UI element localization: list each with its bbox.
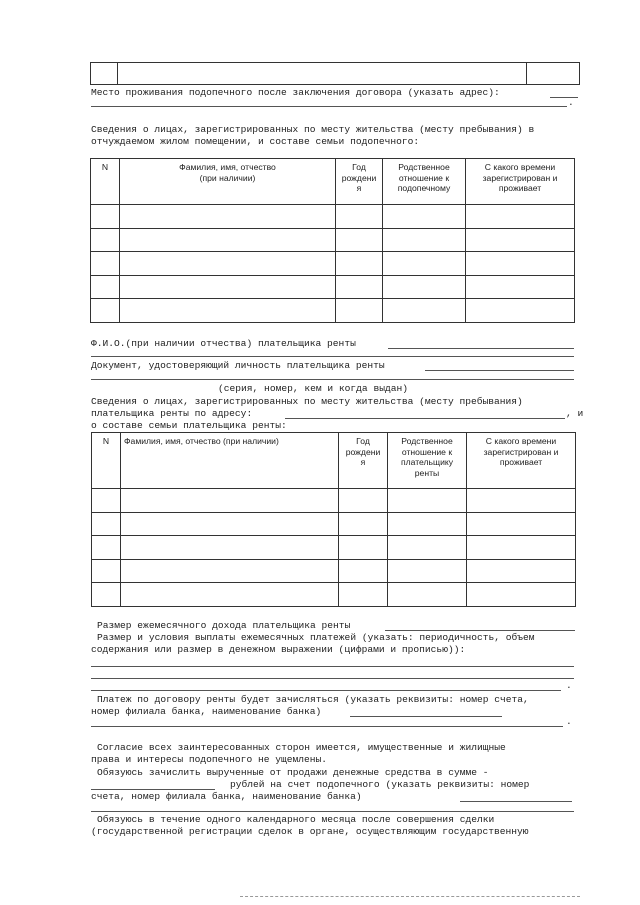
payer-document-line <box>91 379 574 380</box>
table-cell[interactable] <box>383 299 466 323</box>
table-cell[interactable] <box>120 275 336 299</box>
income-label: Размер ежемесячного дохода плательщика ренты <box>97 620 351 631</box>
column-header-name: Фамилия, имя, отчество (при наличии) <box>121 433 339 489</box>
table-cell[interactable] <box>466 228 575 252</box>
table-cell[interactable] <box>336 299 383 323</box>
table-cell[interactable] <box>383 205 466 229</box>
table-cell[interactable] <box>383 228 466 252</box>
table-cell[interactable] <box>91 205 120 229</box>
table-cell[interactable] <box>339 536 388 560</box>
payer-address-line <box>285 418 565 419</box>
amount-line <box>91 789 215 790</box>
table-row <box>91 228 575 252</box>
payer-registered-heading: Сведения о лицах, зарегистрированных по месту жительства (месту пребывания) <box>91 396 523 407</box>
table-cell[interactable] <box>91 252 120 276</box>
payer-address-label: плательщика ренты по адресу: <box>91 408 253 419</box>
table-cell[interactable] <box>388 489 467 513</box>
payer-document-line <box>425 370 574 371</box>
table-cell[interactable] <box>120 228 336 252</box>
table-cell[interactable] <box>467 536 576 560</box>
payment-terms-heading-2: содержания или размер в денежном выражении (цифрами и прописью)): <box>91 644 466 655</box>
column-header-since: С какого времени зарегистрирован и проживает <box>466 159 575 205</box>
table-cell[interactable] <box>92 583 121 607</box>
table-header-row <box>92 433 576 489</box>
top-table-cell <box>91 63 118 85</box>
table-cell[interactable] <box>336 228 383 252</box>
table-cell[interactable] <box>121 583 339 607</box>
table-cell[interactable] <box>121 489 339 513</box>
table-cell[interactable] <box>336 275 383 299</box>
table-cell[interactable] <box>339 512 388 536</box>
payment-terms-line <box>91 690 561 691</box>
obligation-report-text-2: (государственной регистрации сделок в органе, осуществляющим государственную <box>91 826 529 837</box>
payment-terms-line <box>91 678 574 679</box>
obligation-transfer-text-2: рублей на счет подопечного (указать реквизиты: номер <box>230 779 530 790</box>
payer-document-label: Документ, удостоверяющий личность плательщика ренты <box>91 360 385 371</box>
payer-name-line <box>91 356 574 357</box>
table-cell[interactable] <box>388 536 467 560</box>
table-cell[interactable] <box>121 559 339 583</box>
top-table-fragment <box>90 62 580 85</box>
table-cell[interactable] <box>466 275 575 299</box>
table-cell[interactable] <box>466 205 575 229</box>
top-table-cell <box>527 63 580 85</box>
table-cell[interactable] <box>92 512 121 536</box>
table-cell[interactable] <box>466 252 575 276</box>
income-line <box>385 630 575 631</box>
table-row <box>91 252 575 276</box>
column-header-birth-year: Год рождени я <box>336 159 383 205</box>
table-row <box>92 559 576 583</box>
table-cell[interactable] <box>339 559 388 583</box>
bank-details-heading: Платеж по договору ренты будет зачисляться (указать реквизиты: номер счета, <box>97 694 529 705</box>
obligation-transfer-text-3: счета, номер филиала банка, наименование банка) <box>91 791 362 802</box>
payer-address-end: , и <box>566 408 584 419</box>
table-header-row <box>91 159 575 205</box>
table-row <box>91 205 575 229</box>
payment-terms-line <box>91 666 574 667</box>
bank-details-line <box>91 726 563 727</box>
table-cell[interactable] <box>388 583 467 607</box>
table-cell[interactable] <box>120 205 336 229</box>
residence-label: Место проживания подопечного после заключения договора (указать адрес): <box>91 87 500 98</box>
bank-details-line <box>350 716 502 717</box>
table-cell[interactable] <box>120 252 336 276</box>
table-cell[interactable] <box>388 559 467 583</box>
column-header-number: N <box>92 433 121 489</box>
column-header-name: Фамилия, имя, отчество (при наличии) <box>120 159 336 205</box>
consent-text-2: права и интересы подопечного не ущемлены. <box>91 754 328 765</box>
table-cell[interactable] <box>467 489 576 513</box>
table-cell[interactable] <box>92 489 121 513</box>
table-row <box>91 275 575 299</box>
table-cell[interactable] <box>383 275 466 299</box>
table-cell[interactable] <box>339 489 388 513</box>
table-cell[interactable] <box>92 559 121 583</box>
top-table-cell <box>118 63 527 85</box>
residence-line <box>91 106 567 107</box>
table-cell[interactable] <box>92 536 121 560</box>
table-cell[interactable] <box>91 299 120 323</box>
table-cell[interactable] <box>467 512 576 536</box>
account-details-line <box>460 801 572 802</box>
table-row <box>92 536 576 560</box>
payment-terms-heading: Размер и условия выплаты ежемесячных платежей (указать: периодичность, объем <box>97 632 535 643</box>
table-cell[interactable] <box>336 205 383 229</box>
obligation-report-text: Обязуюсь в течение одного календарного месяца после совершения сделки <box>97 814 495 825</box>
payer-name-line <box>388 348 574 349</box>
obligation-transfer-text: Обязуюсь зачислить вырученные от продажи денежные средства в сумме - <box>97 767 489 778</box>
table-cell[interactable] <box>121 536 339 560</box>
table-cell[interactable] <box>91 275 120 299</box>
table-cell[interactable] <box>121 512 339 536</box>
table-cell[interactable] <box>120 299 336 323</box>
table-cell[interactable] <box>383 252 466 276</box>
residence-line <box>550 97 578 98</box>
table-row <box>92 583 576 607</box>
page-bottom-artifact <box>240 896 580 897</box>
bank-details-heading-2: номер филиала банка, наименование банка) <box>91 706 322 717</box>
payer-family-table <box>91 432 576 607</box>
account-details-line <box>91 811 574 812</box>
table-row <box>92 512 576 536</box>
consent-text: Согласие всех заинтересованных сторон имеется, имущественные и жилищные <box>97 742 506 753</box>
column-header-since: С какого времени зарегистрирован и проживает <box>467 433 576 489</box>
table-cell[interactable] <box>467 559 576 583</box>
table-cell[interactable] <box>466 299 575 323</box>
bank-details-end: . <box>566 716 572 727</box>
table-cell[interactable] <box>91 228 120 252</box>
table-row <box>92 489 576 513</box>
residence-end: . <box>568 97 574 108</box>
payment-terms-end: . <box>566 680 572 691</box>
registered-persons-heading-2: отчуждаемом жилом помещении, и составе семьи подопечного: <box>91 136 420 147</box>
column-header-birth-year: Год рождени я <box>339 433 388 489</box>
table-cell[interactable] <box>467 583 576 607</box>
payer-family-heading: о составе семьи плательщика ренты: <box>91 420 287 431</box>
table-cell[interactable] <box>336 252 383 276</box>
table-cell[interactable] <box>339 583 388 607</box>
registered-persons-heading: Сведения о лицах, зарегистрированных по месту жительства (месту пребывания) в <box>91 124 535 135</box>
payer-name-label: Ф.И.О.(при наличии отчества) плательщика ренты <box>91 338 356 349</box>
registered-persons-table <box>90 158 575 323</box>
table-row <box>91 299 575 323</box>
column-header-relation: Родственное отношение к подопечному <box>383 159 466 205</box>
column-header-relation: Родственное отношение к плательщику ренты <box>388 433 467 489</box>
document-hint: (серия, номер, кем и когда выдан) <box>218 383 408 394</box>
column-header-number: N <box>91 159 120 205</box>
table-cell[interactable] <box>388 512 467 536</box>
